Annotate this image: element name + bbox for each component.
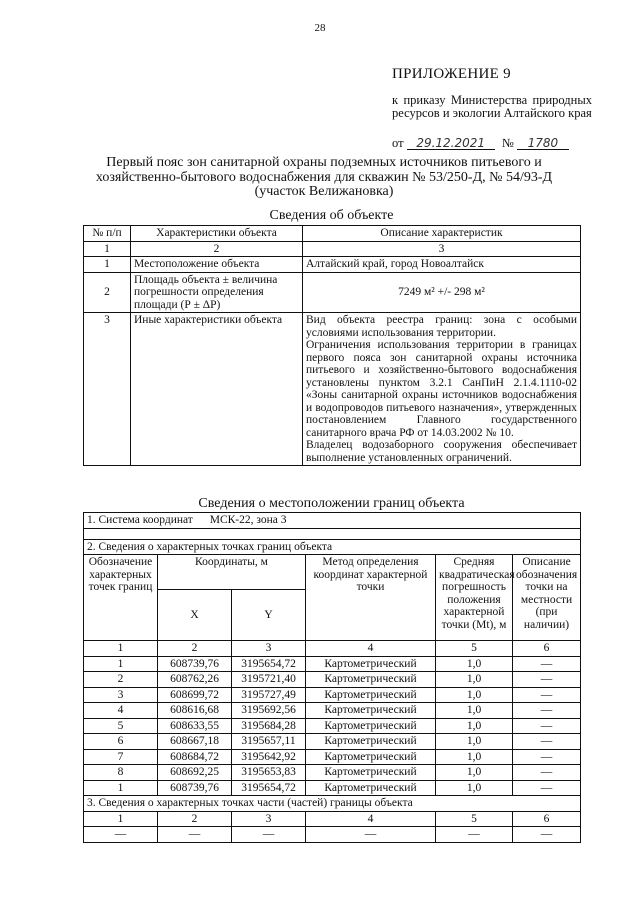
header-characteristic: Характеристики объекта (131, 226, 303, 242)
point-y: 3195727,49 (232, 687, 306, 703)
point-method: Картометрический (306, 718, 436, 734)
row-characteristic: Местоположение объекта (131, 257, 303, 273)
coordinate-system-value: МСК-22, зона 3 (209, 514, 287, 526)
table-row (84, 780, 581, 796)
point-x: 608739,76 (158, 656, 232, 672)
part-cell: — (436, 827, 513, 843)
point-method: Картометрический (306, 780, 436, 796)
col-num: 1 (84, 241, 131, 257)
date-prefix: от (392, 136, 404, 150)
table-row (84, 313, 581, 466)
object-info-table (83, 225, 581, 466)
col-num: 5 (436, 641, 513, 657)
table-numbers-row (84, 641, 581, 657)
point-desc: — (513, 703, 581, 719)
table-row (84, 656, 581, 672)
point-x: 608692,25 (158, 765, 232, 781)
point-desc: — (513, 718, 581, 734)
point-mt: 1,0 (436, 718, 513, 734)
point-mt: 1,0 (436, 687, 513, 703)
table-row (84, 672, 581, 688)
point-id: 5 (84, 718, 158, 734)
point-y: 3195642,92 (232, 749, 306, 765)
number-prefix: № (501, 136, 514, 150)
number-value: 1780 (517, 137, 569, 150)
point-id: 1 (84, 656, 158, 672)
location-info-title: Сведения о местоположении границ объекта (198, 496, 465, 511)
page-number: 28 (314, 22, 326, 34)
header-number: № п/п (84, 226, 131, 242)
col-num: 2 (158, 811, 232, 827)
point-desc: — (513, 749, 581, 765)
col-num: 2 (158, 641, 232, 657)
point-mt: 1,0 (436, 703, 513, 719)
header-description: Описание характеристик (303, 226, 581, 242)
col-num: 1 (84, 641, 158, 657)
row-description: Алтайский край, город Новоалтайск (303, 257, 581, 273)
row-characteristic: Площадь объекта ± величина погрешности определения площади (Р ± ΔР) (131, 272, 303, 313)
point-method: Картометрический (306, 734, 436, 750)
table-row (84, 749, 581, 765)
table-row (84, 703, 581, 719)
table-row (84, 687, 581, 703)
point-desc: — (513, 734, 581, 750)
table-row (84, 272, 581, 313)
point-desc: — (513, 780, 581, 796)
point-y: 3195684,28 (232, 718, 306, 734)
point-id: 7 (84, 749, 158, 765)
row-description (303, 313, 581, 466)
header-coordinates: Координаты, м (158, 555, 306, 590)
point-method: Картометрический (306, 687, 436, 703)
row-description: 7249 м² +/- 298 м² (303, 272, 581, 313)
point-y: 3195653,83 (232, 765, 306, 781)
point-desc: — (513, 672, 581, 688)
location-info-table (83, 512, 581, 843)
table-header-row (84, 226, 581, 242)
point-desc: — (513, 687, 581, 703)
point-id: 1 (84, 780, 158, 796)
table-row (84, 257, 581, 273)
point-y: 3195654,72 (232, 656, 306, 672)
header-designation: Обозначение характерных точек границ (84, 555, 158, 641)
header-point-description: Описание обозначения точки на местности (при наличии) (513, 555, 581, 641)
point-method: Картометрический (306, 703, 436, 719)
table-row (84, 765, 581, 781)
table-header-row (84, 555, 581, 590)
point-mt: 1,0 (436, 765, 513, 781)
point-x: 608616,68 (158, 703, 232, 719)
point-method: Картометрический (306, 656, 436, 672)
section-2-label: 2. Сведения о характерных точках границ объекта (84, 539, 581, 555)
row-number: 3 (84, 313, 131, 466)
point-x: 608684,72 (158, 749, 232, 765)
point-desc: — (513, 765, 581, 781)
point-y: 3195692,56 (232, 703, 306, 719)
part-cell: — (232, 827, 306, 843)
point-x: 608739,76 (158, 780, 232, 796)
coordinate-system-label: 1. Система координат (87, 514, 193, 526)
point-y: 3195721,40 (232, 672, 306, 688)
row-number: 2 (84, 272, 131, 313)
part-cell: — (306, 827, 436, 843)
point-x: 608699,72 (158, 687, 232, 703)
spacer-row (84, 528, 581, 539)
part-cell: — (158, 827, 232, 843)
point-x: 608633,55 (158, 718, 232, 734)
header-error: Средняя квадратическая погрешность положения характерной точки (Mt), м (436, 555, 513, 641)
table-row (84, 827, 581, 843)
point-method: Картометрический (306, 672, 436, 688)
point-mt: 1,0 (436, 734, 513, 750)
point-y: 3195654,72 (232, 780, 306, 796)
header-y: Y (232, 590, 306, 641)
col-num: 3 (232, 811, 306, 827)
description-paragraph: Владелец водозаборного сооружения обеспечивает выполнение установленных ограничений. (306, 439, 577, 464)
point-mt: 1,0 (436, 749, 513, 765)
part-cell: — (84, 827, 158, 843)
description-paragraph: Вид объекта реестра границ: зона с особыми условиями использования территории. (306, 314, 577, 339)
point-mt: 1,0 (436, 672, 513, 688)
point-x: 608762,26 (158, 672, 232, 688)
point-id: 8 (84, 765, 158, 781)
point-method: Картометрический (306, 749, 436, 765)
section-3-label: 3. Сведения о характерных точках части (частей) границы объекта (84, 796, 581, 812)
row-characteristic: Иные характеристики объекта (131, 313, 303, 466)
point-y: 3195657,11 (232, 734, 306, 750)
point-mt: 1,0 (436, 780, 513, 796)
point-id: 3 (84, 687, 158, 703)
col-num: 1 (84, 811, 158, 827)
appendix-order-text: к приказу Министерства природных ресурсов и экологии Алтайского края (392, 93, 592, 120)
section-3-row (84, 796, 581, 812)
col-num: 4 (306, 811, 436, 827)
header-method: Метод определения координат характерной точки (306, 555, 436, 641)
col-num: 4 (306, 641, 436, 657)
point-id: 6 (84, 734, 158, 750)
date-value: 29.12.2021 (407, 137, 495, 150)
col-num: 6 (513, 811, 581, 827)
table-numbers-row (84, 241, 581, 257)
point-desc: — (513, 656, 581, 672)
col-num: 3 (303, 241, 581, 257)
object-info-title: Сведения об объекте (269, 208, 394, 223)
table-numbers-row (84, 811, 581, 827)
appendix-date-line (392, 136, 569, 151)
col-num: 5 (436, 811, 513, 827)
point-method: Картометрический (306, 765, 436, 781)
table-row (84, 718, 581, 734)
appendix-title: ПРИЛОЖЕНИЕ 9 (392, 66, 511, 82)
description-paragraph: Ограничения использования территории в границах первого пояса зон санитарной охраны источника питьевого и хозяйственно-бытового водоснабжения установлены пунктом 3.2.1 СанПиН 2.1.4.1110-02 «Зоны санитарной охраны источников водоснабжения и водопроводов питьевого назначения», утвержденных постановлением Главного государственного санитарного врача РФ от 14.03.2002 № 10. (306, 339, 577, 439)
header-x: X (158, 590, 232, 641)
col-num: 2 (131, 241, 303, 257)
section-2-row (84, 539, 581, 555)
section-1-row (84, 513, 581, 529)
point-mt: 1,0 (436, 656, 513, 672)
table-row (84, 734, 581, 750)
point-id: 4 (84, 703, 158, 719)
document-title: Первый пояс зон санитарной охраны подземных источников питьевого и хозяйственно-бытового водоснабжения для скважин № 53/250-Д, № 54/93-Д (участок Велижановка) (95, 155, 553, 199)
col-num: 6 (513, 641, 581, 657)
point-id: 2 (84, 672, 158, 688)
coordinate-system (84, 513, 581, 529)
point-x: 608667,18 (158, 734, 232, 750)
col-num: 3 (232, 641, 306, 657)
part-cell: — (513, 827, 581, 843)
row-number: 1 (84, 257, 131, 273)
